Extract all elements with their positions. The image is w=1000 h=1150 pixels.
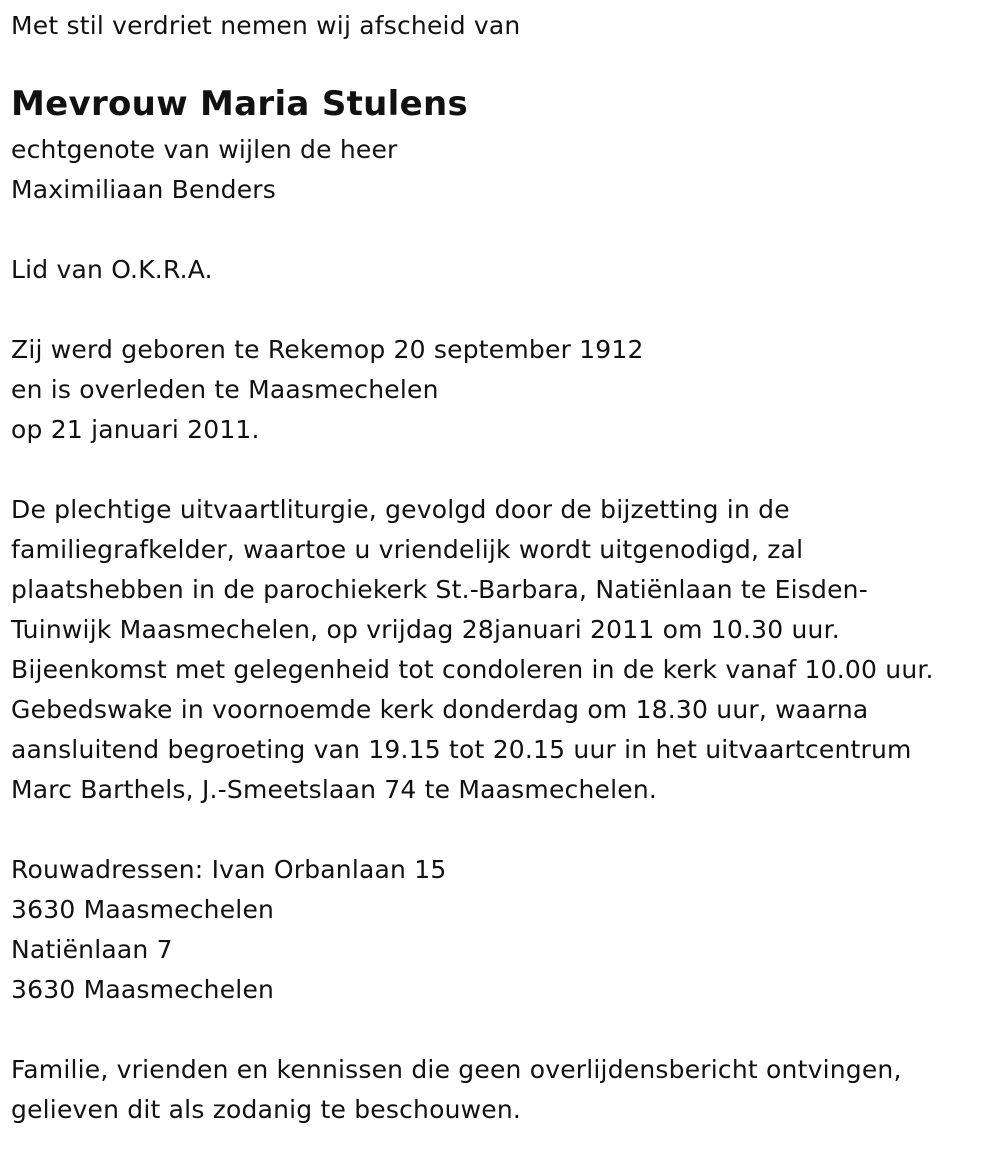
spacer (11, 210, 991, 250)
ceremony-line: Gebedswake in voornoemde kerk donderdag om 18.30 uur, waarna (11, 695, 869, 724)
spacer (11, 810, 991, 850)
ceremony-line: plaatshebben in de parochiekerk St.-Barbara, Natiënlaan te Eisden- (11, 575, 868, 604)
spacer (11, 290, 991, 330)
deceased-name: Mevrouw Maria Stulens (11, 84, 469, 124)
spacer (11, 450, 991, 490)
spouse-line: Maximiliaan Benders (11, 175, 276, 204)
address-line: Rouwadressen: Ivan Orbanlaan 15 (11, 855, 447, 884)
ceremony-line: Bijeenkomst met gelegenheid tot condoleren in de kerk vanaf 10.00 uur. (11, 655, 934, 684)
life-line: op 21 januari 2011. (11, 415, 260, 444)
ceremony-line: De plechtige uitvaartliturgie, gevolgd door de bijzetting in de (11, 495, 790, 524)
closing-line: gelieven dit als zodanig te beschouwen. (11, 1095, 522, 1124)
life-line: Zij werd geboren te Rekemop 20 september 1912 (11, 335, 644, 364)
life-line: en is overleden te Maasmechelen (11, 375, 439, 404)
ceremony-line: Tuinwijk Maasmechelen, op vrijdag 28januari 2011 om 10.30 uur. (11, 615, 840, 644)
ceremony-line: Marc Barthels, J.-Smeetslaan 74 te Maasmechelen. (11, 775, 658, 804)
address-line: 3630 Maasmechelen (11, 895, 275, 924)
spacer (11, 1010, 991, 1050)
address-line: Natiënlaan 7 (11, 935, 173, 964)
ceremony-line: aansluitend begroeting van 19.15 tot 20.15 uur in het uitvaartcentrum (11, 735, 912, 764)
spouse-line: echtgenote van wijlen de heer (11, 135, 398, 164)
ceremony-line: familiegrafkelder, waartoe u vriendelijk wordt uitgenodigd, zal (11, 535, 804, 564)
closing-line: Familie, vrienden en kennissen die geen overlijdensbericht ontvingen, (11, 1055, 902, 1084)
address-line: 3630 Maasmechelen (11, 975, 275, 1004)
intro-text: Met stil verdriet nemen wij afscheid van (11, 11, 521, 40)
membership-text: Lid van O.K.R.A. (11, 255, 213, 284)
